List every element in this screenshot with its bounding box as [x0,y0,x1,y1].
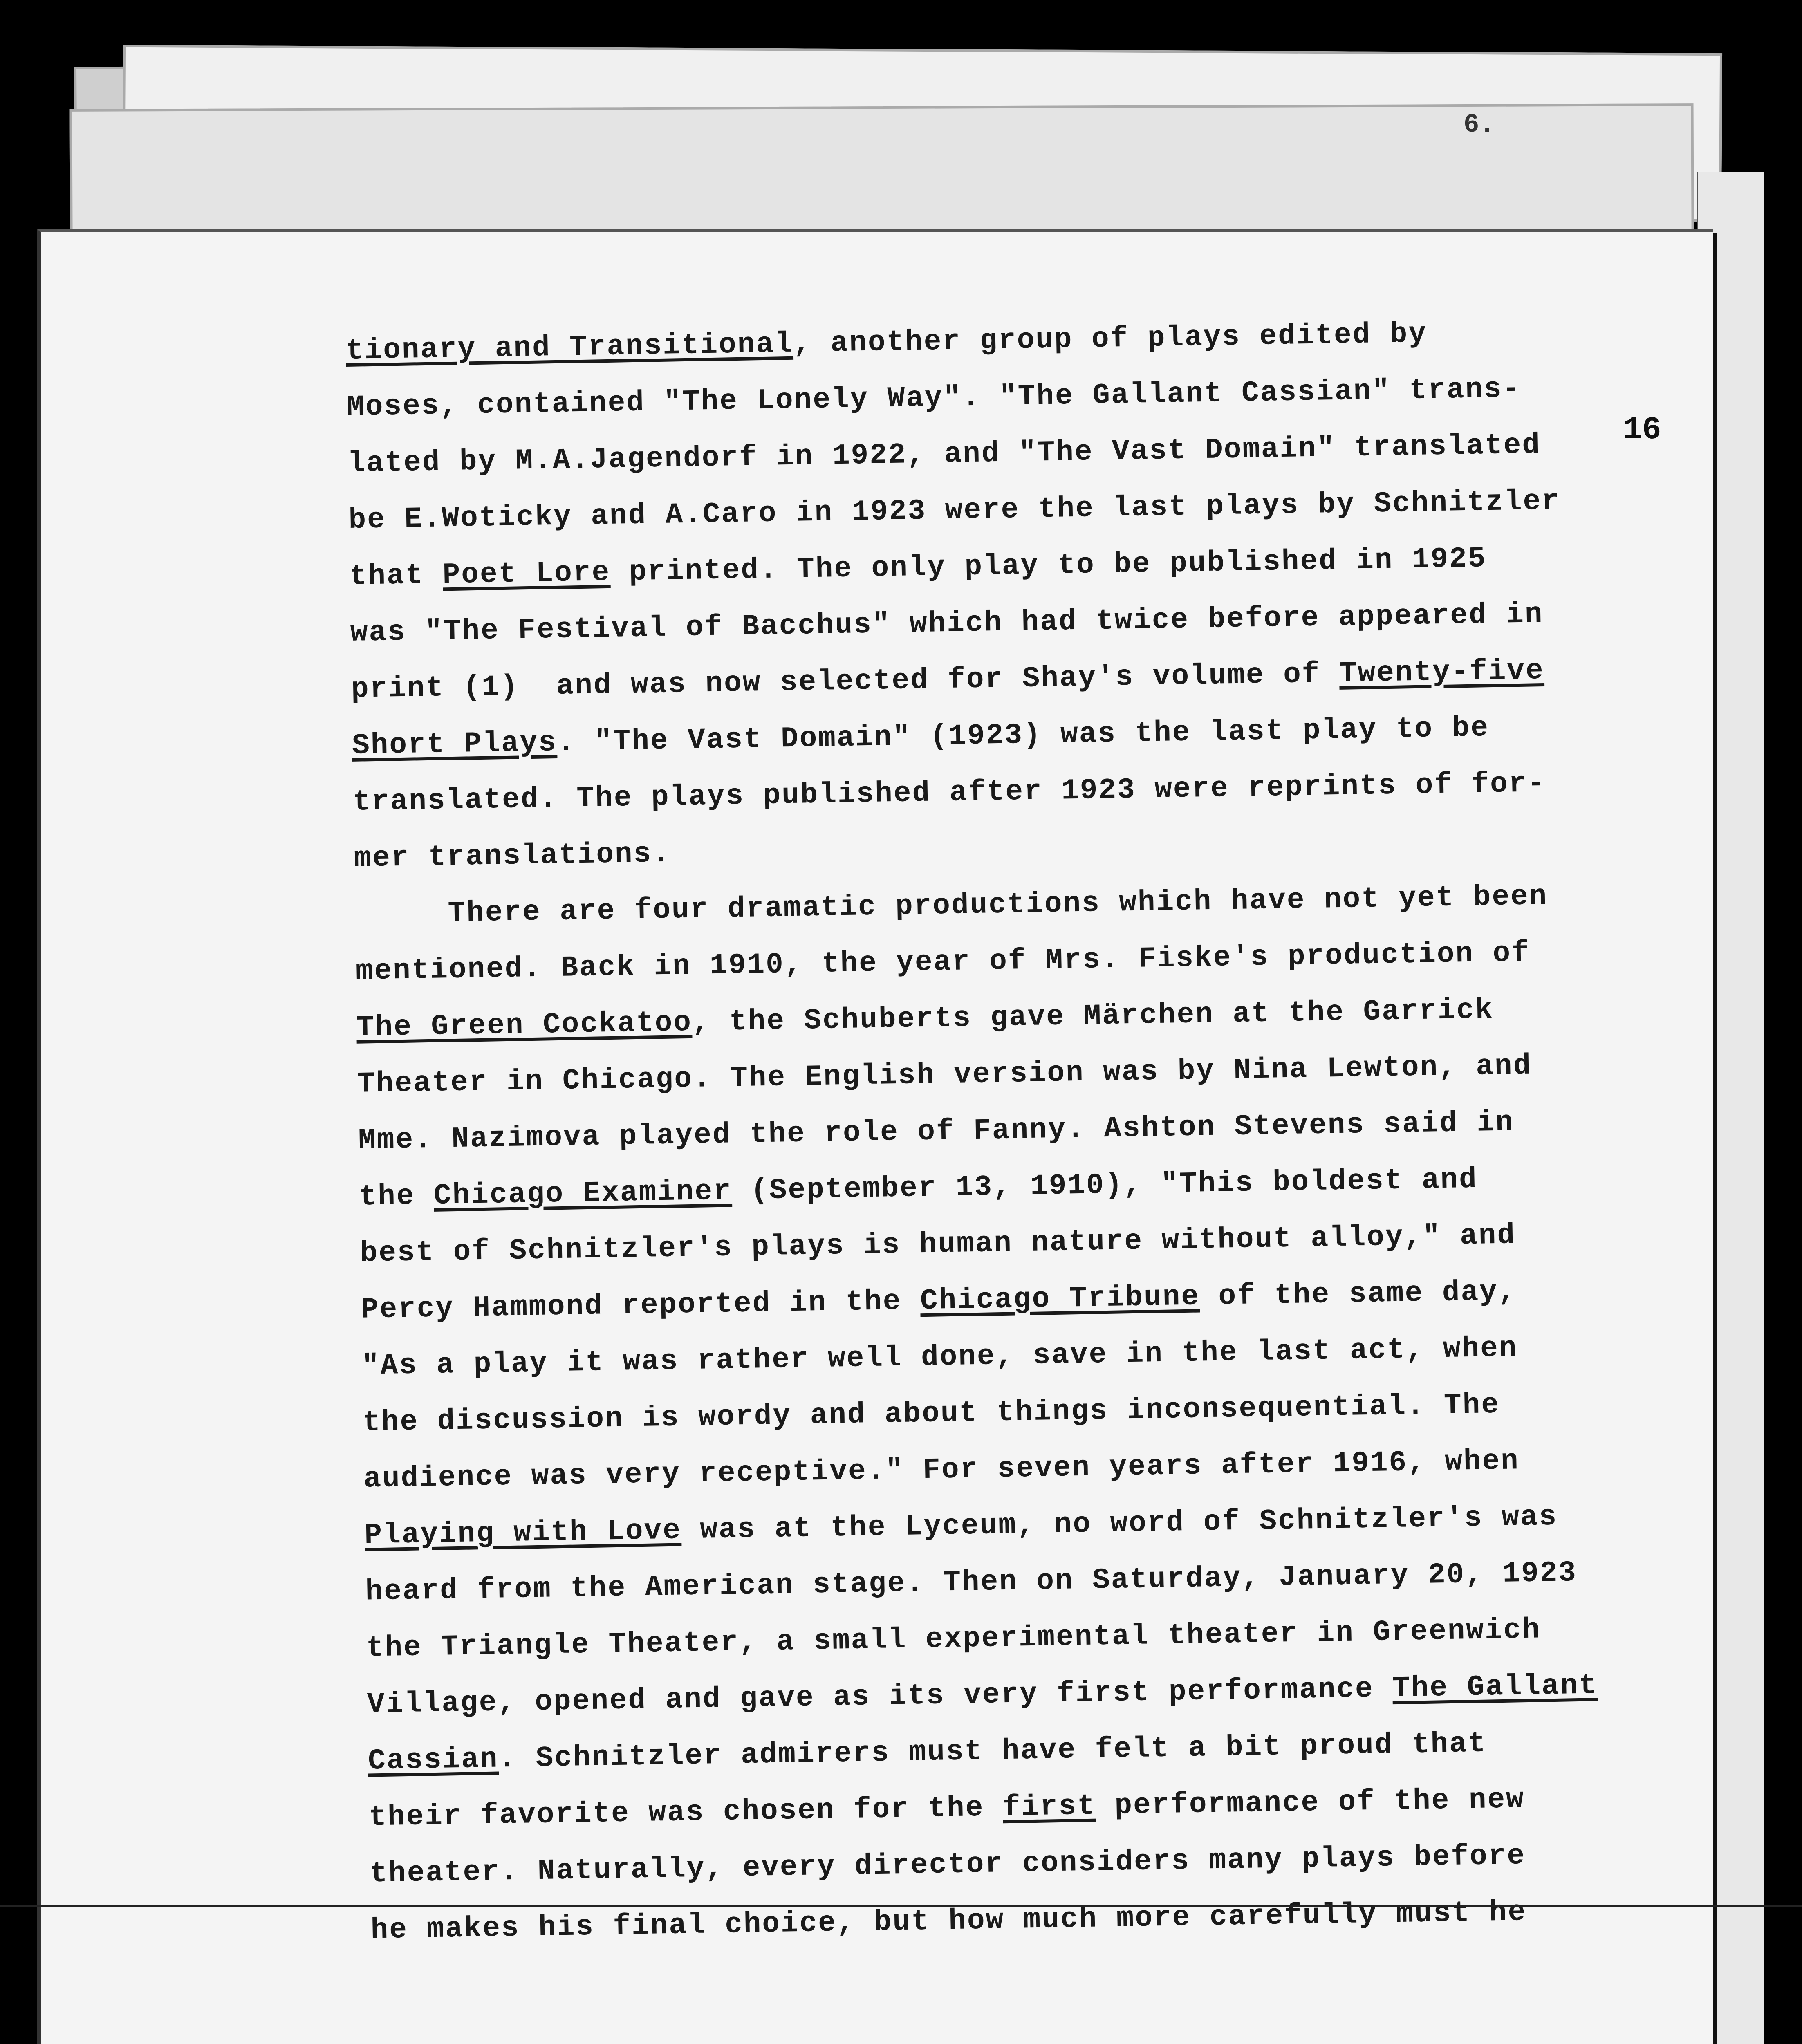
text-segment: the [359,1179,434,1214]
underlined-title: The Gallant [1392,1669,1598,1706]
text-segment: was at the Lyceum, no word of Schnitzler's was [681,1500,1558,1547]
text-segment: heard from the American stage. Then on Saturday, January 20, 1923 [365,1557,1578,1609]
text-segment: of the same day, [1199,1275,1517,1313]
underlined-title: tionary and Transitional [345,327,794,368]
text-segment: . "The Vast Domain" (1923) was the last play to be [557,712,1490,759]
underlined-title: Poet Lore [442,556,611,592]
underlined-title: Chicago Tribune [920,1280,1200,1318]
underlined-title: The Green Cockatoo [356,1006,693,1044]
text-segment: theater. Naturally, every director considers many plays before [369,1840,1526,1891]
text-segment: printed. The only play to be published in 1925 [610,542,1487,589]
text-segment: , the Schuberts gave Märchen at the Garrick [692,994,1494,1039]
body-text [345,302,1720,1959]
underlined-title: Cassian [368,1743,499,1778]
fold-line [0,1905,1802,1907]
text-segment: (September 13, 1910), "This boldest and [732,1163,1478,1208]
text-segment: Mme. Nazimova played the role of Fanny. Ashton Stevens said in [358,1106,1515,1157]
text-segment: Percy Hammond reported in the [361,1285,921,1327]
underlined-title: Playing with Love [364,1514,682,1552]
text-segment: performance of the new [1096,1783,1525,1823]
text-segment: , another group of plays edited by [793,318,1428,361]
text-segment: translated. The plays published after 1923 were reprints of for- [352,767,1546,819]
text-segment: Moses, contained "The Lonely Way". "The Gallant Cassian" trans- [346,372,1522,424]
text-segment: was "The Festival of Bacchus" which had twice before appeared in [350,598,1544,650]
text-segment: he makes his final choice, but how much more carefully must he [370,1896,1527,1947]
text-segment: best of Schnitzler's plays is human nature without alloy," and [360,1219,1516,1270]
text-segment: . Schnitzler admirers must have felt a bit proud that [498,1727,1487,1776]
text-segment: Theater in Chicago. The English version was by Nina Lewton, and [357,1049,1532,1101]
text-segment: print (1) and was now selected for Shay's volume of [351,657,1340,706]
text-segment: that [349,559,443,593]
underlined-title: first [1002,1790,1096,1824]
page-number: 16 [1623,412,1661,448]
text-segment: lated by M.A.Jagendorf in 1922, and "The Vast Domain" translated [347,429,1541,480]
text-segment: mer translations. [353,837,671,875]
text-segment: the Triangle Theater, a small experimental theater in Greenwich [366,1614,1541,1665]
underlined-title: Twenty-five [1339,654,1545,690]
underlined-title: Short Plays [352,726,558,762]
text-segment: Village, opened and gave as its very first performance [367,1672,1393,1721]
text-segment: the discussion is wordy and about things inconsequential. The [362,1388,1500,1439]
text-segment: be E.Woticky and A.Caro in 1923 were the last plays by Schnitzler [348,485,1561,537]
text-segment: "As a play it was rather well done, save in the last act, when [361,1332,1518,1383]
text-segment: There are four dramatic productions which have not yet been [354,880,1548,932]
underlined-title: Chicago Examiner [433,1175,733,1213]
underlying-page-number: 6. [1464,110,1495,140]
text-segment: their favorite was chosen for the [368,1791,1003,1834]
text-segment: audience was very receptive." For seven years after 1916, when [363,1445,1520,1496]
text-segment: mentioned. Back in 1910, the year of Mrs. Fiske's production of [355,937,1531,988]
